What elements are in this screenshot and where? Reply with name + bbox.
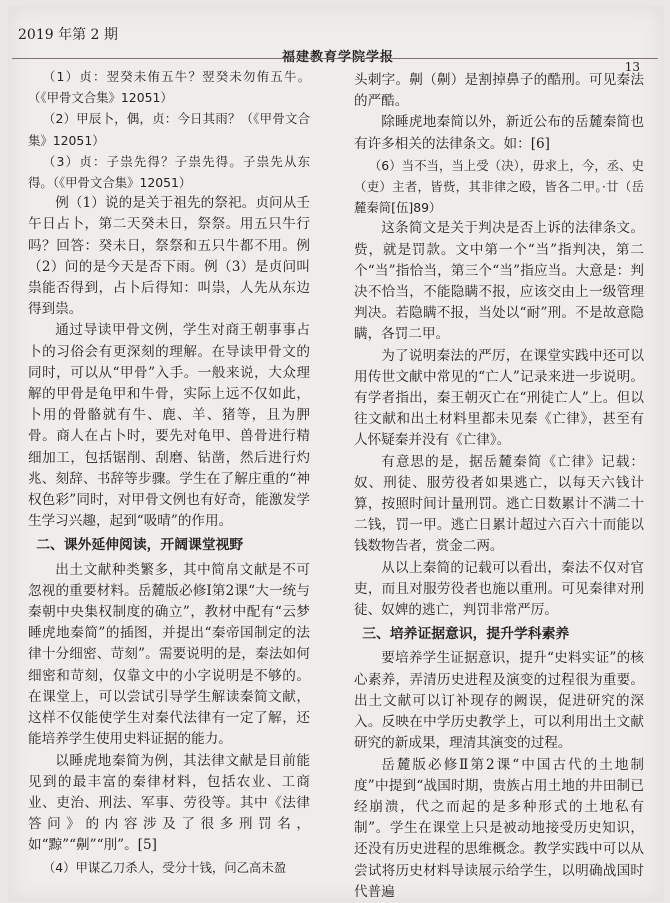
journal-page: [8, 6, 664, 902]
journal-title: 福建教育学院学报: [282, 50, 395, 65]
paragraph: 为了说明秦法的严厉，在课堂实践中还可以用传世文献中常见的“亡人”记录来进一步说明。有学者指出，秦王朝灭亡在“刑徒亡人”上。但以往文献和出土材料里都未见秦《亡律》，甚至有人怀疑秦并没有《亡律》。: [354, 347, 644, 449]
paragraph: 岳麓版必修Ⅱ第2课“中国古代的土地制度”中提到“战国时期，贵族占用土地的井田制已经崩溃，代之而起的是多种形式的土地私有制”。学生在课堂上只是被动地接受历史知识，还没有历史进程的思维概念。教学实践中可以从尝试将历史材料导读展示给学生，以明确战国时代普遍: [354, 756, 644, 900]
paragraph: 除睡虎地秦简以外，新近公布的岳麓秦简也有许多相关的法律条文。如：[6]: [354, 114, 644, 152]
slip-quote-4: （4）甲谋乙刀杀人，受分十钱，问乙高未盈: [42, 859, 287, 875]
section-heading-3: 三、培养证据意识，提升学科素养: [362, 626, 570, 643]
paragraph: 出土文献种类繁多，其中简帛文献是不可忽视的重要材料。岳麓版必修Ⅰ第2课“大一统与秦朝中央集权制度的确立”，教材中配有“云梦睡虎地秦简”的插图，并提出“秦帝国制定的法律十分细密、苛刻”。需要说明的是，秦法如何细密和苛刻，仅靠文中的小字说明是不够的。在课堂上，可以尝试引导学生解读秦简文献，这样不仅能使学生对秦代法律有一定了解，还能培养学生使用史料证据的能力。: [28, 561, 310, 748]
section-heading-2: 二、课外延伸阅读，开阔课堂视野: [36, 537, 244, 554]
left-column: [28, 66, 310, 878]
paragraph: 有意思的是，据岳麓秦简《亡律》记载：奴、刑徒、服劳役者如果逃亡，以每天六钱计算，按照时间计量刑罚。逃亡日数累计不满二十二钱，罚一甲。逃亡日累计超过六百六十而能以钱数物告者，赏金二两。: [354, 453, 644, 555]
paragraph: 从以上秦简的记载可以看出，秦法不仅对官吏，而且对服劳役者也施以重刑。可见秦律对刑徒、奴婢的逃亡，判罚非常严厉。: [354, 559, 644, 619]
paragraph: 要培养学生证据意识，提升“史料实证”的核心素养，弄清历史进程及演变的过程很为重要。出土文献可以订补现存的阙误，促进研究的深入。反映在中学历史教学上，可以利用出土文献研究的新成果，理清其演变的过程。: [354, 650, 644, 752]
paragraph: 头刺字。劓（劓）是割掉鼻子的酷刑。可见秦法的严酷。: [354, 72, 644, 110]
oracle-quote-3: （3）贞：子祟先得？子祟先得。子祟先从东得。（《甲骨文合集》12051）: [28, 153, 310, 191]
right-column: [354, 70, 644, 903]
page-number: 13: [624, 60, 640, 74]
paragraph: 这条简文是关于判决是否上诉的法律条文。赀，就是罚款。文中第一个“当”指判决，第二个“当”指恰当，第三个“当”指应当。大意是：判决不恰当，不能隐瞒不报，应该交由上一级管理判决。若隐瞒不报，当处以“耐”刑。不是故意隐瞒，各罚二甲。: [354, 220, 644, 343]
running-header: [8, 16, 664, 74]
slip-quote-6: （6）当不当，当上受（决），毋求上，今，丞、史（吏）主者，皆赀，其非律之殴，皆各二甲。·廿（岳麓秦简[伍]89）: [354, 157, 644, 216]
paragraph: 以睡虎地秦简为例，其法律文献是目前能见到的最丰富的秦律材料，包括农业、工商业、吏治、刑法、军事、劳役等。其中《法律答问》的内容涉及了很多刑罚名，如“黥”“劓”“刖”。[5]: [28, 752, 310, 854]
paragraph: 通过导读甲骨文例，学生对商王朝事事占卜的习俗会有更深刻的理解。在导读甲骨文的同时，可以从“甲骨”入手。一般来说，大众理解的甲骨是龟甲和牛骨，实际上远不仅如此，卜用的骨骼就有牛、鹿、羊、猪等，且为胛骨。商人在占卜时，要先对龟甲、兽骨进行精细加工，包括锯削、刮磨、钻凿，然后进行灼兆、刻辞、书辞等步骤。学生在了解庄重的“神权色彩”同时，对甲骨文例也有好奇，能激发学生学习兴趣，起到“吸晴”的作用。: [28, 322, 310, 530]
paragraph: 例（1）说的是关于祖先的祭祀。贞问从壬午日占卜，第二天癸未日，祭祭。用五只牛行吗？回答：癸未日，祭祭和五只牛都不用。例（2）问的是今天是否下雨。例（3）是贞问叫祟能否得到，占卜后得知：叫祟，人先从东边得到祟。: [28, 195, 310, 318]
oracle-quote-1: （1）贞：翌癸未侑五牛？翌癸未勿侑五牛。（《甲骨文合集》12051）: [28, 69, 310, 106]
issue-label: 2019 年第 2 期: [18, 27, 118, 43]
header-rule: [12, 58, 658, 59]
oracle-quote-2: （2）甲辰卜，偶，贞：今日其雨？（《甲骨文合集》12051）: [28, 111, 310, 148]
